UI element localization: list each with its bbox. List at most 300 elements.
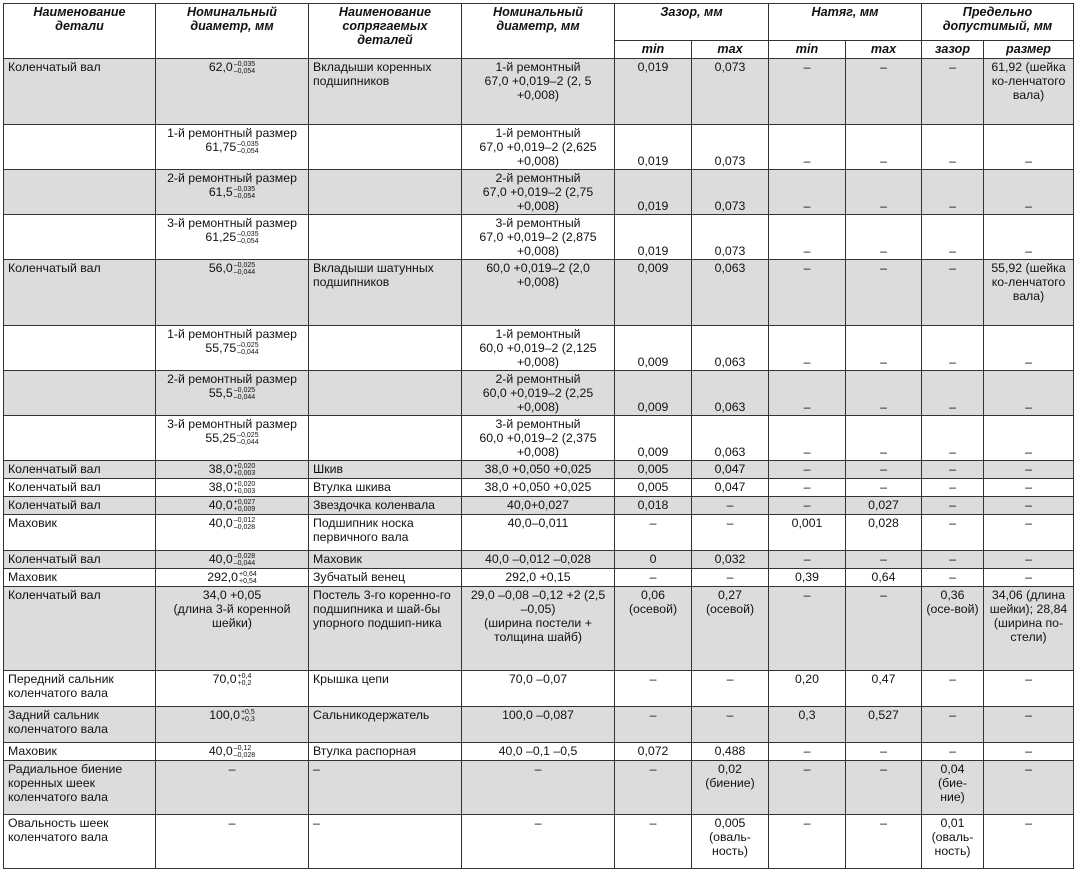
diameter-value: 40,0 –0,012 –0,028	[208, 516, 256, 531]
cell-mating-part: Звездочка коленвала	[309, 497, 462, 515]
cell-interference-max: 0,027	[846, 497, 922, 515]
cell-limit-gap: –	[922, 497, 984, 515]
cell-mating-diameter	[462, 215, 615, 260]
cell-limit-size: –	[984, 707, 1074, 743]
cell-clearance-max: –	[692, 707, 769, 743]
table-row	[4, 416, 1074, 461]
cell-diameter	[156, 416, 309, 461]
cell-clearance-min: –	[615, 815, 692, 869]
cell-part	[4, 215, 156, 260]
header-clearance: Зазор, мм	[615, 4, 769, 41]
diameter-value: 70,0 +0,4 +0,2	[212, 672, 252, 687]
cell-diameter	[156, 707, 309, 743]
cell-limit-size: 61,92 (шейка ко-ленчатого вала)	[984, 59, 1074, 125]
cell-clearance-min: 0,019	[615, 215, 692, 260]
mating-diameter-line-1: 1-й ремонтный	[495, 126, 581, 140]
cell-clearance-min: 0,009	[615, 416, 692, 461]
repair-size-label: 3-й ремонтный размер	[167, 216, 297, 230]
cell-mating-diameter	[462, 497, 615, 515]
cell-mating-diameter	[462, 707, 615, 743]
diameter-value: 38,0 +0,020 +0,003	[208, 480, 256, 495]
mating-diameter-line-1: 2-й ремонтный	[495, 171, 581, 185]
cell-limit-size: –	[984, 371, 1074, 416]
cell-mating-diameter	[462, 569, 615, 587]
cell-part: Коленчатый вал	[4, 551, 156, 569]
table-row	[4, 761, 1074, 815]
cell-interference-max: –	[846, 371, 922, 416]
cell-clearance-max: 0,063	[692, 416, 769, 461]
cell-limit-size: –	[984, 815, 1074, 869]
diameter-value: 38,0 +0,020 +0,003	[208, 462, 256, 477]
tolerance-stack: –0,012 –0,028	[233, 516, 256, 531]
tolerance-stack: –0,025 –0,044	[233, 261, 256, 276]
mating-diameter-line-1: –	[534, 816, 542, 830]
cell-mating-part: Зубчатый венец	[309, 569, 462, 587]
cell-limit-gap: 0,01 (оваль-ность)	[922, 815, 984, 869]
cell-mating-part: Подшипник носка первичного вала	[309, 515, 462, 551]
cell-mating-diameter	[462, 479, 615, 497]
cell-limit-gap: –	[922, 416, 984, 461]
cell-clearance-max: 0,27 (осевой)	[692, 587, 769, 671]
specs-table-container	[3, 3, 1073, 869]
cell-interference-max: –	[846, 125, 922, 170]
cell-limit-gap: –	[922, 743, 984, 761]
diameter-value: 40,0 +0,027 +0,009	[208, 498, 256, 513]
cell-clearance-max: –	[692, 515, 769, 551]
tolerance-stack: +0,5 +0,3	[240, 708, 255, 723]
mating-diameter-line-1: 100,0 –0,087	[502, 708, 574, 722]
cell-interference-max: –	[846, 479, 922, 497]
cell-limit-gap: –	[922, 515, 984, 551]
cell-part: Коленчатый вал	[4, 461, 156, 479]
mating-diameter-line-1: 29,0 –0,08 –0,12 +2 (2,5 –0,05)	[470, 588, 606, 616]
table-row	[4, 815, 1074, 869]
diameter-value: 40,0 –0,028 –0,044	[208, 552, 256, 567]
cell-clearance-min: –	[615, 515, 692, 551]
cell-interference-min: –	[769, 461, 846, 479]
mating-diameter-line-1: 3-й ремонтный	[495, 417, 581, 431]
cell-interference-max: –	[846, 170, 922, 215]
header-part-name: Наименование детали	[4, 4, 156, 59]
cell-mating-diameter	[462, 587, 615, 671]
cell-interference-min: –	[769, 59, 846, 125]
cell-clearance-min: –	[615, 671, 692, 707]
cell-interference-max: 0,64	[846, 569, 922, 587]
cell-interference-max: –	[846, 260, 922, 326]
table-row	[4, 515, 1074, 551]
table-row	[4, 551, 1074, 569]
cell-interference-min: 0,20	[769, 671, 846, 707]
table-row	[4, 461, 1074, 479]
diameter-value: –	[228, 762, 236, 776]
table-row	[4, 326, 1074, 371]
table-row	[4, 215, 1074, 260]
diameter-value: 55,25 –0,025 –0,044	[205, 431, 259, 446]
diameter-value: 34,0 +0,05	[202, 588, 262, 602]
repair-size-label: 2-й ремонтный размер	[167, 171, 297, 185]
cell-clearance-min: –	[615, 707, 692, 743]
cell-mating-diameter	[462, 761, 615, 815]
cell-clearance-min: 0,005	[615, 461, 692, 479]
table-row	[4, 569, 1074, 587]
diameter-value: 61,5 –0,035 –0,054	[208, 185, 256, 200]
mating-diameter-line-1: 40,0–0,011	[507, 516, 569, 530]
cell-diameter	[156, 569, 309, 587]
mating-diameter-line-2: 67,0 +0,019–2 (2, 5 +0,008)	[484, 74, 592, 102]
cell-diameter	[156, 515, 309, 551]
header-interference-max: max	[846, 41, 922, 59]
cell-diameter	[156, 587, 309, 671]
cell-mating-part	[309, 215, 462, 260]
table-row	[4, 371, 1074, 416]
mating-diameter-line-1: 60,0 +0,019–2 (2,0 +0,008)	[486, 261, 590, 289]
header-interference: Натяг, мм	[769, 4, 922, 41]
cell-mating-diameter	[462, 671, 615, 707]
cell-part: Коленчатый вал	[4, 59, 156, 125]
mating-diameter-line-2: 67,0 +0,019–2 (2,625 +0,008)	[479, 140, 597, 168]
cell-mating-part: Втулка распорная	[309, 743, 462, 761]
diameter-value: 100,0 +0,5 +0,3	[209, 708, 255, 723]
cell-limit-size: –	[984, 671, 1074, 707]
cell-mating-part	[309, 326, 462, 371]
cell-limit-size: –	[984, 761, 1074, 815]
header-interference-min: min	[769, 41, 846, 59]
diameter-value: 61,75 –0,035 –0,054	[205, 140, 259, 155]
cell-part: Коленчатый вал	[4, 497, 156, 515]
cell-interference-min: –	[769, 815, 846, 869]
cell-diameter	[156, 215, 309, 260]
tolerance-stack: –0,025 –0,044	[237, 341, 259, 356]
cell-mating-diameter	[462, 260, 615, 326]
cell-clearance-max: 0,032	[692, 551, 769, 569]
cell-mating-part: Шкив	[309, 461, 462, 479]
cell-limit-size: –	[984, 497, 1074, 515]
cell-interference-min: –	[769, 371, 846, 416]
repair-size-label: 1-й ремонтный размер	[167, 126, 297, 140]
mating-diameter-line-1: –	[534, 762, 542, 776]
cell-interference-min: –	[769, 743, 846, 761]
cell-diameter	[156, 551, 309, 569]
header-mating-parts: Наименование сопрягаемых деталей	[309, 4, 462, 59]
cell-mating-diameter	[462, 515, 615, 551]
cell-diameter	[156, 326, 309, 371]
cell-interference-min: –	[769, 497, 846, 515]
tolerance-stack: +0,4 +0,2	[237, 672, 252, 687]
cell-clearance-max: 0,073	[692, 170, 769, 215]
cell-interference-min: –	[769, 761, 846, 815]
cell-interference-min: –	[769, 587, 846, 671]
mating-diameter-line-1: 38,0 +0,050 +0,025	[484, 480, 592, 494]
tolerance-stack: +0,64 +0,54	[239, 570, 257, 585]
cell-mating-diameter	[462, 59, 615, 125]
cell-limit-size: –	[984, 551, 1074, 569]
cell-part: Коленчатый вал	[4, 479, 156, 497]
cell-mating-diameter	[462, 170, 615, 215]
header-limit-gap: зазор	[922, 41, 984, 59]
cell-interference-min: –	[769, 125, 846, 170]
mating-diameter-line-2: 60,0 +0,019–2 (2,125 +0,008)	[479, 341, 597, 369]
cell-interference-max: –	[846, 761, 922, 815]
mating-diameter-line-2: 60,0 +0,019–2 (2,375 +0,008)	[479, 431, 597, 459]
cell-limit-size: –	[984, 515, 1074, 551]
cell-part	[4, 170, 156, 215]
table-row	[4, 497, 1074, 515]
cell-clearance-max: 0,488	[692, 743, 769, 761]
cell-part: Маховик	[4, 743, 156, 761]
diameter-value: 40,0 –0,12 –0,028	[208, 744, 256, 759]
cell-clearance-max: 0,02 (биение)	[692, 761, 769, 815]
cell-limit-size: –	[984, 326, 1074, 371]
diameter-value: 55,75 –0,025 –0,044	[205, 341, 259, 356]
mating-diameter-line-1: 292,0 +0,15	[505, 570, 571, 584]
cell-mating-part: Крышка цепи	[309, 671, 462, 707]
cell-mating-diameter	[462, 416, 615, 461]
cell-clearance-max: 0,063	[692, 326, 769, 371]
cell-part	[4, 125, 156, 170]
mating-diameter-line-2: 60,0 +0,019–2 (2,25 +0,008)	[482, 386, 594, 414]
cell-interference-max: –	[846, 326, 922, 371]
cell-mating-diameter	[462, 125, 615, 170]
cell-diameter	[156, 815, 309, 869]
cell-clearance-min: 0,019	[615, 59, 692, 125]
repair-size-label: 3-й ремонтный размер	[167, 417, 297, 431]
cell-limit-size: –	[984, 170, 1074, 215]
cell-interference-max: 0,028	[846, 515, 922, 551]
diameter-value: 292,0 +0,64 +0,54	[207, 570, 257, 585]
tolerance-stack: –0,035 –0,054	[233, 60, 256, 75]
cell-mating-part: Вкладыши коренных подшипников	[309, 59, 462, 125]
specs-table	[3, 3, 1074, 869]
cell-interference-min: –	[769, 416, 846, 461]
cell-interference-min: –	[769, 551, 846, 569]
cell-interference-max: –	[846, 551, 922, 569]
table-row	[4, 743, 1074, 761]
cell-diameter	[156, 170, 309, 215]
cell-diameter	[156, 461, 309, 479]
tolerance-stack: –0,12 –0,028	[233, 744, 256, 759]
cell-part: Овальность шеек коленчатого вала	[4, 815, 156, 869]
cell-limit-gap: –	[922, 551, 984, 569]
cell-interference-min: –	[769, 215, 846, 260]
cell-limit-gap: –	[922, 170, 984, 215]
cell-limit-size: –	[984, 215, 1074, 260]
cell-diameter	[156, 479, 309, 497]
cell-interference-min: –	[769, 326, 846, 371]
diameter-note: (длина 3-й коренной шейки)	[173, 602, 291, 630]
cell-clearance-min: 0,019	[615, 125, 692, 170]
cell-limit-size: 34,06 (длина шейки); 28,84 (ширина по-стели)	[984, 587, 1074, 671]
header-limit: Предельно допустимый, мм	[922, 4, 1074, 41]
cell-clearance-max: 0,073	[692, 215, 769, 260]
cell-interference-max: –	[846, 743, 922, 761]
cell-clearance-max: 0,063	[692, 260, 769, 326]
mating-diameter-line-2: (ширина постели + толщина шайб)	[484, 616, 592, 644]
cell-clearance-min: 0,018	[615, 497, 692, 515]
mating-diameter-line-1: 40,0 –0,1 –0,5	[498, 744, 578, 758]
cell-mating-part: –	[309, 761, 462, 815]
tolerance-stack: –0,028 –0,044	[233, 552, 256, 567]
diameter-value: 56,0 –0,025 –0,044	[208, 261, 256, 276]
table-row	[4, 125, 1074, 170]
cell-interference-min: 0,39	[769, 569, 846, 587]
table-row	[4, 59, 1074, 125]
repair-size-label: 2-й ремонтный размер	[167, 372, 297, 386]
cell-limit-size: –	[984, 569, 1074, 587]
cell-clearance-min: 0,009	[615, 371, 692, 416]
cell-diameter	[156, 761, 309, 815]
tolerance-stack: –0,035 –0,054	[237, 140, 259, 155]
mating-diameter-line-1: 1-й ремонтный	[495, 60, 581, 74]
header-clearance-max: max	[692, 41, 769, 59]
cell-diameter	[156, 671, 309, 707]
cell-mating-part	[309, 125, 462, 170]
cell-limit-gap: –	[922, 479, 984, 497]
tolerance-stack: +0,027 +0,009	[233, 498, 256, 513]
cell-clearance-min: 0,06 (осевой)	[615, 587, 692, 671]
cell-part: Маховик	[4, 569, 156, 587]
cell-mating-diameter	[462, 743, 615, 761]
table-row	[4, 260, 1074, 326]
tolerance-stack: –0,035 –0,054	[237, 230, 259, 245]
cell-limit-gap: 0,04 (бие-ние)	[922, 761, 984, 815]
cell-interference-min: –	[769, 479, 846, 497]
cell-interference-max: –	[846, 587, 922, 671]
table-row	[4, 479, 1074, 497]
cell-diameter	[156, 59, 309, 125]
cell-diameter	[156, 743, 309, 761]
cell-clearance-max: 0,005 (оваль-ность)	[692, 815, 769, 869]
cell-clearance-min: 0,009	[615, 326, 692, 371]
cell-limit-size: –	[984, 125, 1074, 170]
cell-limit-size: –	[984, 416, 1074, 461]
cell-clearance-max: 0,073	[692, 59, 769, 125]
cell-clearance-min: 0,005	[615, 479, 692, 497]
mating-diameter-line-1: 1-й ремонтный	[495, 327, 581, 341]
cell-limit-gap: –	[922, 59, 984, 125]
cell-part: Коленчатый вал	[4, 587, 156, 671]
cell-part: Коленчатый вал	[4, 260, 156, 326]
cell-limit-gap: –	[922, 125, 984, 170]
cell-part: Задний сальник коленчатого вала	[4, 707, 156, 743]
header-clearance-min: min	[615, 41, 692, 59]
cell-mating-part: Вкладыши шатунных подшипников	[309, 260, 462, 326]
tolerance-stack: –0,035 –0,054	[233, 185, 256, 200]
mating-diameter-line-2: 67,0 +0,019–2 (2,875 +0,008)	[479, 230, 597, 258]
cell-part	[4, 371, 156, 416]
repair-size-label: 1-й ремонтный размер	[167, 327, 297, 341]
header-limit-size: размер	[984, 41, 1074, 59]
table-body	[4, 59, 1074, 869]
tolerance-stack: +0,020 +0,003	[233, 480, 256, 495]
cell-limit-gap: –	[922, 671, 984, 707]
cell-limit-size: 55,92 (шейка ко-ленчатого вала)	[984, 260, 1074, 326]
mating-diameter-line-1: 40,0 –0,012 –0,028	[485, 552, 591, 566]
cell-diameter	[156, 371, 309, 416]
cell-clearance-min: 0,019	[615, 170, 692, 215]
cell-interference-max: 0,47	[846, 671, 922, 707]
cell-limit-size: –	[984, 461, 1074, 479]
cell-clearance-max: –	[692, 497, 769, 515]
cell-part: Передний сальник коленчатого вала	[4, 671, 156, 707]
cell-part: Радиальное биение коренных шеек коленчатого вала	[4, 761, 156, 815]
cell-limit-gap: –	[922, 707, 984, 743]
cell-clearance-max: 0,047	[692, 461, 769, 479]
cell-mating-part: –	[309, 815, 462, 869]
mating-diameter-line-1: 40,0+0,027	[507, 498, 569, 512]
cell-mating-part: Маховик	[309, 551, 462, 569]
cell-part	[4, 326, 156, 371]
cell-clearance-min: 0,009	[615, 260, 692, 326]
cell-limit-size: –	[984, 479, 1074, 497]
table-row	[4, 671, 1074, 707]
cell-clearance-min: 0	[615, 551, 692, 569]
cell-interference-max: –	[846, 461, 922, 479]
mating-diameter-line-1: 70,0 –0,07	[508, 672, 568, 686]
cell-interference-min: 0,001	[769, 515, 846, 551]
cell-interference-max: –	[846, 59, 922, 125]
cell-mating-part	[309, 170, 462, 215]
cell-interference-min: 0,3	[769, 707, 846, 743]
cell-interference-max: 0,527	[846, 707, 922, 743]
diameter-value: 55,5 –0,025 –0,044	[208, 386, 256, 401]
cell-clearance-max: 0,063	[692, 371, 769, 416]
cell-mating-diameter	[462, 371, 615, 416]
cell-mating-part: Постель 3-го коренно-го подшипника и шай-бы упорного подшип-ника	[309, 587, 462, 671]
cell-clearance-max: –	[692, 671, 769, 707]
cell-mating-diameter	[462, 815, 615, 869]
cell-mating-part	[309, 371, 462, 416]
cell-mating-diameter	[462, 326, 615, 371]
cell-interference-min: –	[769, 260, 846, 326]
cell-interference-max: –	[846, 416, 922, 461]
mating-diameter-line-1: 2-й ремонтный	[495, 372, 581, 386]
cell-interference-min: –	[769, 170, 846, 215]
cell-interference-max: –	[846, 815, 922, 869]
cell-limit-gap: –	[922, 326, 984, 371]
cell-clearance-max: –	[692, 569, 769, 587]
cell-mating-part: Сальникодержатель	[309, 707, 462, 743]
cell-interference-max: –	[846, 215, 922, 260]
header-nominal-diameter: Номинальный диаметр, мм	[156, 4, 309, 59]
cell-part: Маховик	[4, 515, 156, 551]
cell-diameter	[156, 497, 309, 515]
cell-clearance-min: –	[615, 569, 692, 587]
diameter-value: 61,25 –0,035 –0,054	[205, 230, 259, 245]
cell-limit-gap: –	[922, 371, 984, 416]
cell-limit-gap: –	[922, 461, 984, 479]
mating-diameter-line-1: 38,0 +0,050 +0,025	[484, 462, 592, 476]
cell-mating-part: Втулка шкива	[309, 479, 462, 497]
mating-diameter-line-1: 3-й ремонтный	[495, 216, 581, 230]
cell-limit-gap: –	[922, 569, 984, 587]
tolerance-stack: –0,025 –0,044	[233, 386, 256, 401]
tolerance-stack: +0,020 +0,003	[233, 462, 256, 477]
cell-diameter	[156, 260, 309, 326]
cell-mating-diameter	[462, 551, 615, 569]
table-row	[4, 707, 1074, 743]
table-row	[4, 170, 1074, 215]
cell-part	[4, 416, 156, 461]
cell-limit-gap: –	[922, 215, 984, 260]
cell-clearance-max: 0,073	[692, 125, 769, 170]
cell-limit-size: –	[984, 743, 1074, 761]
cell-limit-gap: 0,36 (осе-вой)	[922, 587, 984, 671]
cell-mating-diameter	[462, 461, 615, 479]
cell-clearance-min: –	[615, 761, 692, 815]
cell-clearance-min: 0,072	[615, 743, 692, 761]
diameter-value: 62,0 –0,035 –0,054	[208, 60, 256, 75]
header-nominal-diameter-2: Номинальный диаметр, мм	[462, 4, 615, 59]
